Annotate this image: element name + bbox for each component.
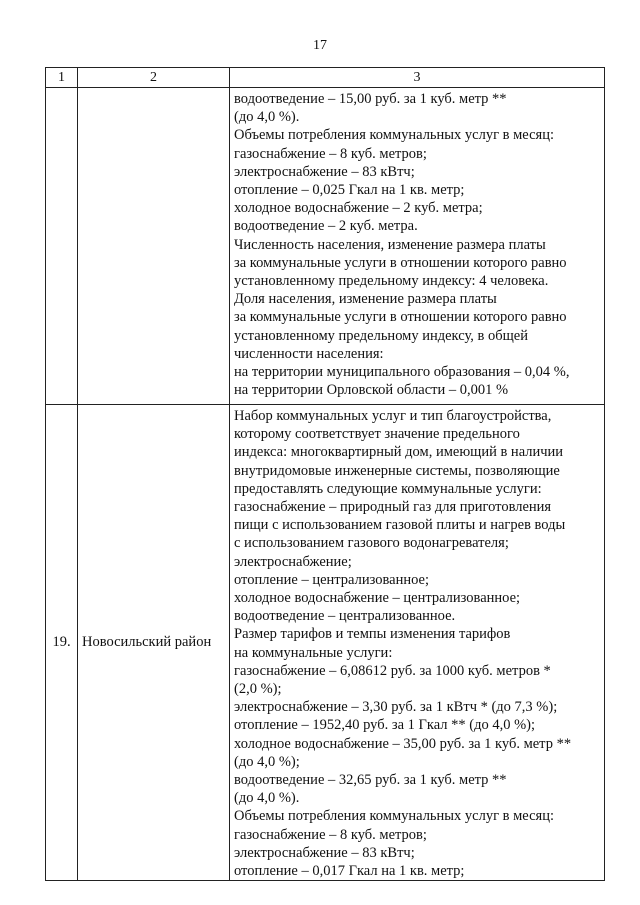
header-col-2: 2 bbox=[78, 68, 230, 88]
text-line: Доля населения, изменение размера платы bbox=[234, 291, 497, 308]
text-line: водоотведение – 2 куб. метра. bbox=[234, 218, 418, 235]
text-line: электроснабжение – 3,30 руб. за 1 кВтч * (до 7,3 %); bbox=[234, 699, 558, 716]
text-line: (до 4,0 %); bbox=[234, 753, 300, 770]
table-row-continuation bbox=[46, 88, 605, 405]
text-line: газоснабжение – 6,08612 руб. за 1000 куб. метров * bbox=[234, 662, 551, 679]
text-line: холодное водоснабжение – централизованное; bbox=[234, 590, 521, 607]
row-number-cell bbox=[46, 88, 78, 405]
text-line: на коммунальные услуги: bbox=[234, 644, 393, 661]
text-line: (до 4,0 %). bbox=[234, 790, 300, 807]
text-line: газоснабжение – 8 куб. метров; bbox=[234, 826, 427, 843]
text-line: газоснабжение – 8 куб. метров; bbox=[234, 145, 427, 162]
text-line: предоставлять следующие коммунальные услуги: bbox=[234, 480, 542, 497]
text-line: с использованием газового водонагревателя; bbox=[234, 535, 509, 552]
text-line: газоснабжение – природный газ для приготовления bbox=[234, 499, 552, 516]
tariff-table bbox=[45, 67, 605, 881]
text-line: электроснабжение – 83 кВтч; bbox=[234, 163, 415, 180]
text-line: Набор коммунальных услуг и тип благоустройства, bbox=[234, 408, 552, 424]
row-details bbox=[230, 88, 605, 405]
text-line: электроснабжение – 83 кВтч; bbox=[234, 844, 415, 861]
text-line: (2,0 %); bbox=[234, 681, 282, 698]
table-header-row bbox=[46, 68, 605, 88]
text-line: индекса: многоквартирный дом, имеющий в наличии bbox=[234, 444, 564, 461]
header-col-3: 3 bbox=[230, 68, 605, 88]
header-col-1: 1 bbox=[46, 68, 78, 88]
text-line: которому соответствует значение предельного bbox=[234, 426, 520, 443]
text-line: отопление – 1952,40 руб. за 1 Гкал ** (до 4,0 %); bbox=[234, 717, 536, 734]
text-line: установленному предельному индексу, в общей bbox=[234, 327, 528, 344]
text-line: пищи с использованием газовой плиты и нагрев воды bbox=[234, 517, 566, 534]
text-line: водоотведение – 15,00 руб. за 1 куб. метр ** bbox=[234, 91, 507, 107]
text-line: установленному предельному индексу: 4 человека. bbox=[234, 273, 549, 290]
text-line: численности населения: bbox=[234, 345, 384, 362]
text-line: Размер тарифов и темпы изменения тарифов bbox=[234, 626, 511, 643]
text-line: Объемы потребления коммунальных услуг в месяц: bbox=[234, 808, 554, 825]
text-line: отопление – 0,017 Гкал на 1 кв. метр; bbox=[234, 863, 465, 880]
text-line: холодное водоснабжение – 2 куб. метра; bbox=[234, 200, 483, 217]
text-line: за коммунальные услуги в отношении которого равно bbox=[234, 254, 567, 271]
text-line: холодное водоснабжение – 35,00 руб. за 1 куб. метр ** bbox=[234, 735, 572, 752]
text-line: (до 4,0 %). bbox=[234, 109, 300, 126]
text-line: Численность населения, изменение размера платы bbox=[234, 236, 546, 253]
page-number: 17 bbox=[313, 38, 327, 53]
text-line: отопление – централизованное; bbox=[234, 571, 430, 588]
district-cell bbox=[78, 88, 230, 405]
text-line: водоотведение – централизованное. bbox=[234, 608, 456, 625]
row-details bbox=[230, 405, 605, 881]
table-row-19 bbox=[46, 405, 605, 881]
row-number: 19. bbox=[46, 405, 78, 881]
text-line: электроснабжение; bbox=[234, 553, 352, 570]
district-name: Новосильский район bbox=[78, 405, 230, 881]
text-line: Объемы потребления коммунальных услуг в месяц: bbox=[234, 127, 554, 144]
text-line: на территории муниципального образования – 0,04 %, bbox=[234, 364, 570, 381]
text-line: на территории Орловской области – 0,001 % bbox=[234, 382, 509, 399]
text-line: отопление – 0,025 Гкал на 1 кв. метр; bbox=[234, 182, 465, 199]
text-line: внутридомовые инженерные системы, позволяющие bbox=[234, 462, 560, 479]
text-line: за коммунальные услуги в отношении которого равно bbox=[234, 309, 567, 326]
text-line: водоотведение – 32,65 руб. за 1 куб. метр ** bbox=[234, 772, 507, 789]
